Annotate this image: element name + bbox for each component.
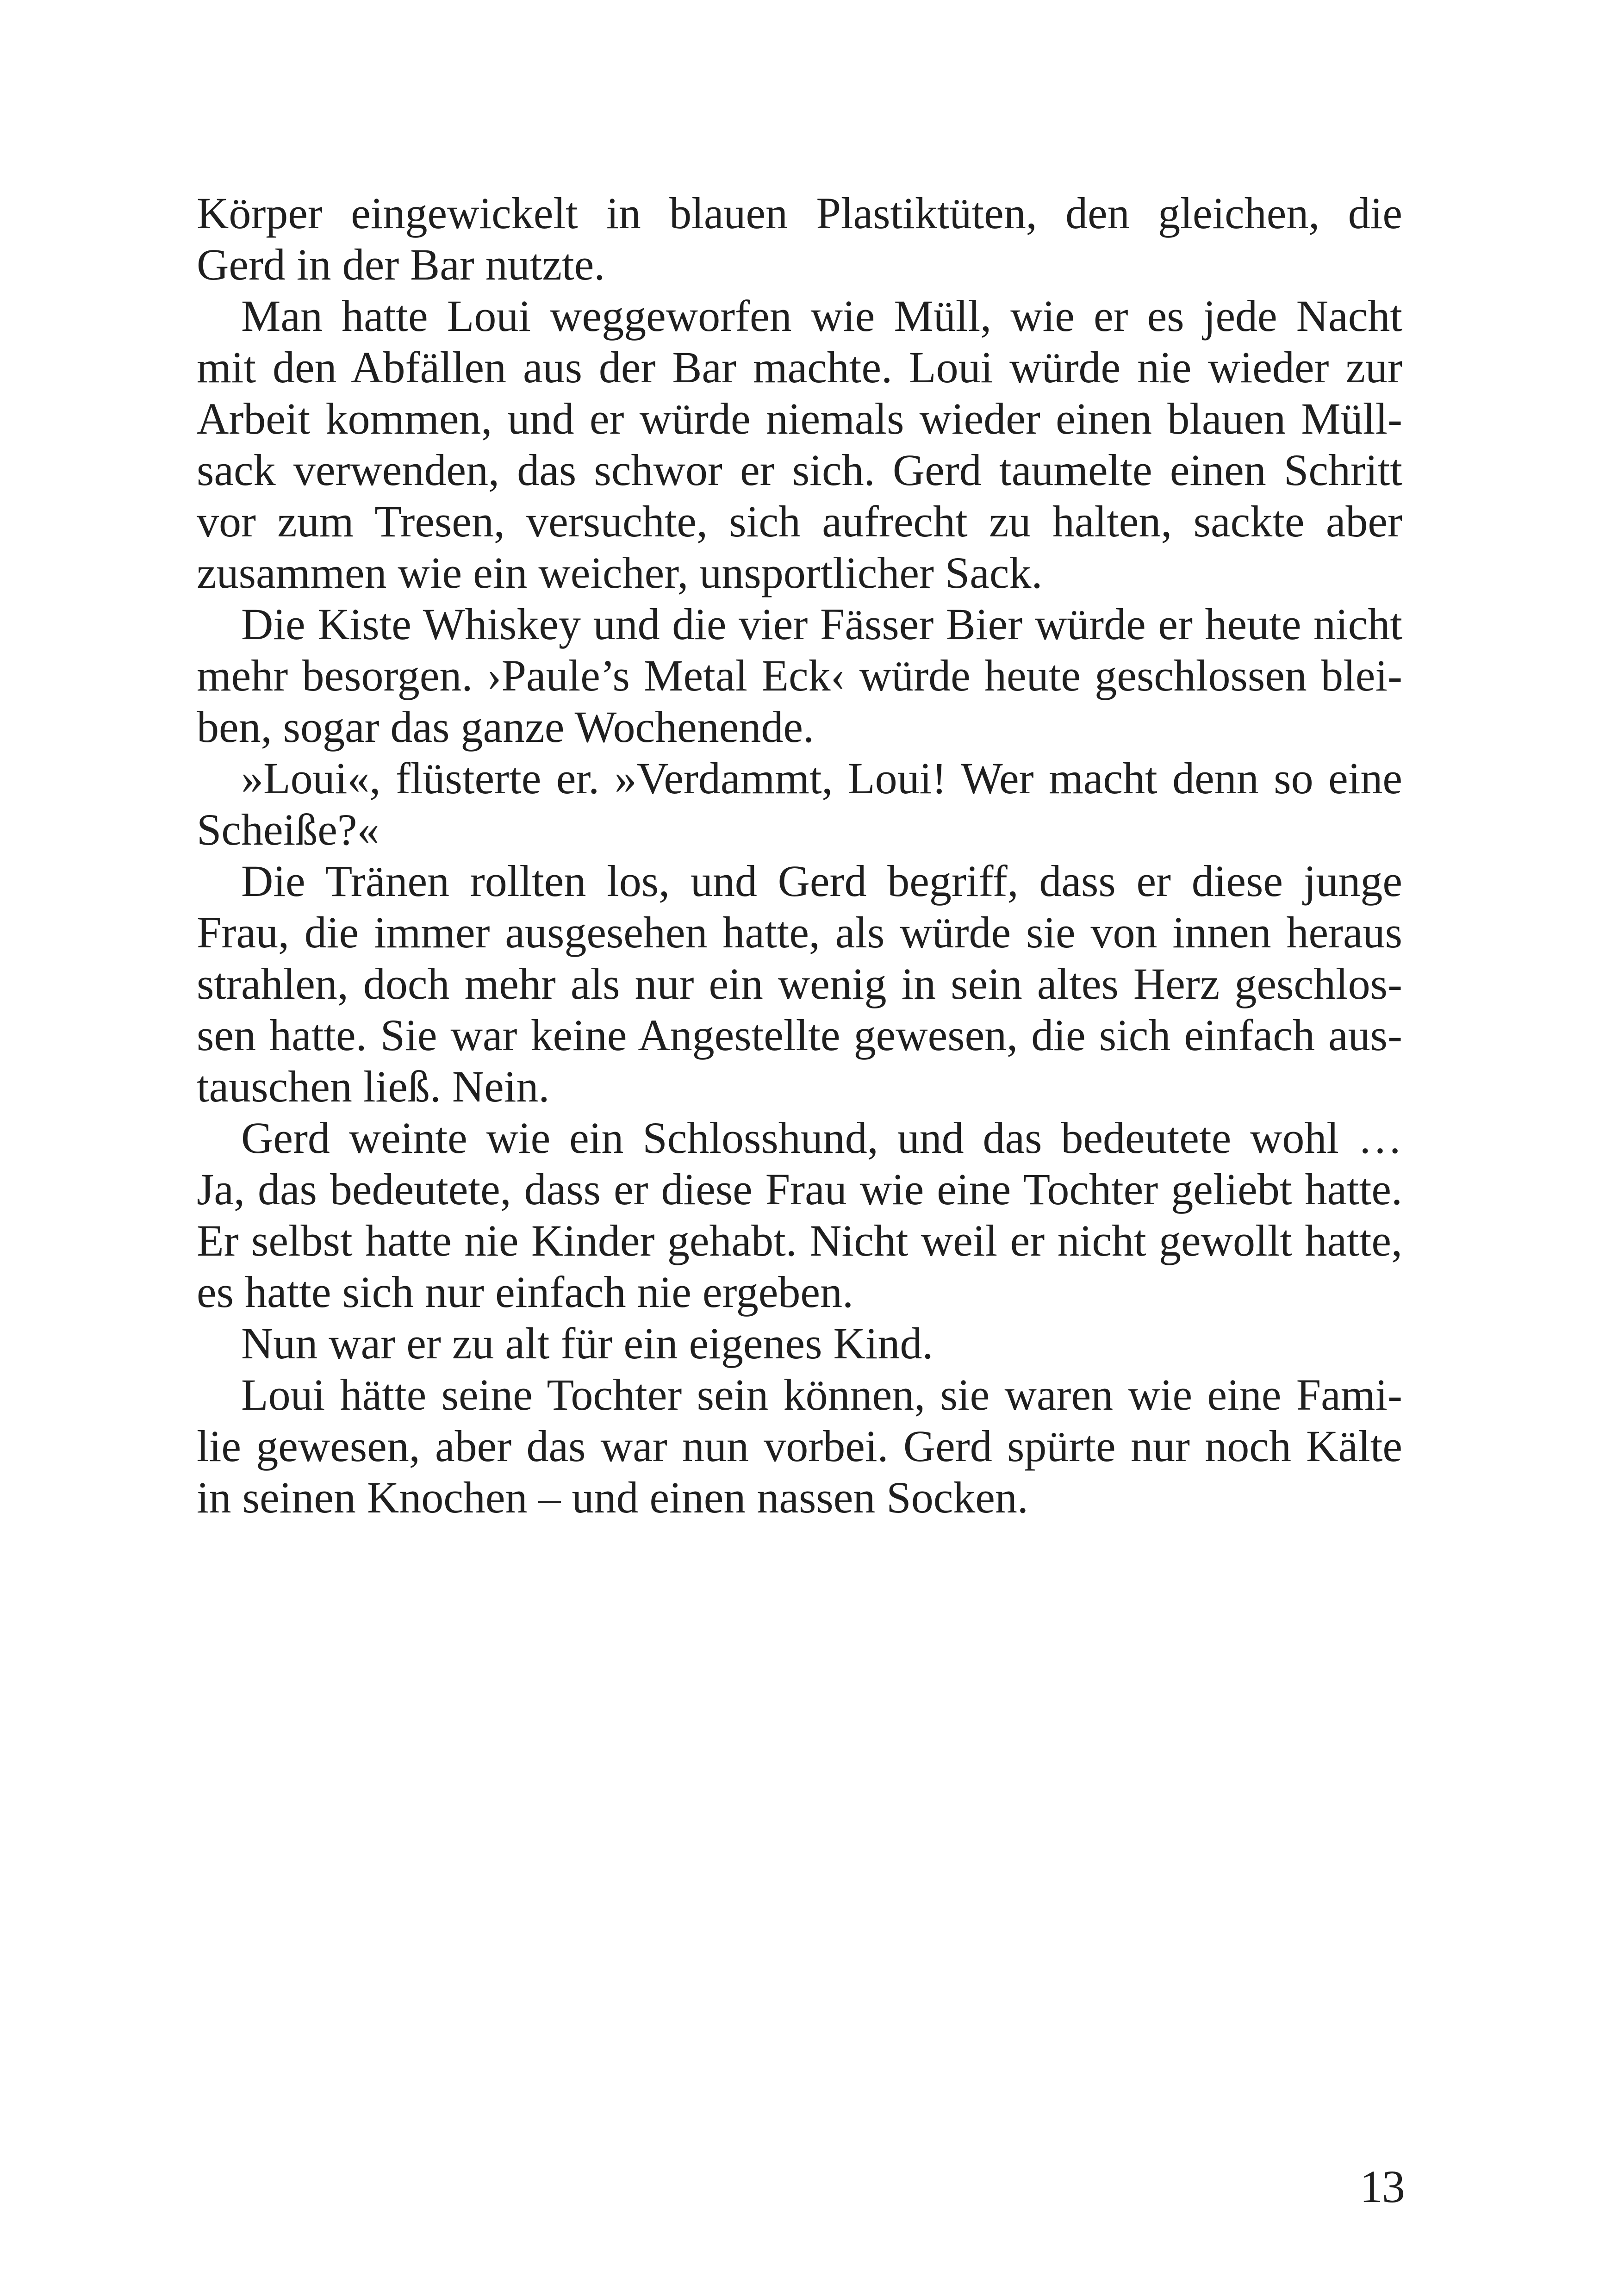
text-line: sack verwenden, das schwor er sich. Gerd taumelte einen Schritt <box>197 445 1402 495</box>
text-line: in seinen Knochen – und einen nassen Socken. <box>197 1473 1028 1522</box>
text-line: Gerd weinte wie ein Schlosshund, und das bedeutete wohl … <box>241 1113 1402 1163</box>
text-line: »Loui«, flüsterte er. »Verdammt, Loui! Wer macht denn so eine <box>241 753 1402 803</box>
text-line: ben, sogar das ganze Wochenende. <box>197 702 814 752</box>
text-line: zusammen wie ein weicher, unsportlicher Sack. <box>197 548 1043 597</box>
text-line: vor zum Tresen, versuchte, sich aufrecht zu halten, sackte aber <box>197 497 1402 546</box>
text-line: lie gewesen, aber das war nun vorbei. Gerd spürte nur noch Kälte <box>197 1421 1402 1471</box>
page-number: 13 <box>1360 2161 1404 2212</box>
text-line: Arbeit kommen, und er würde niemals wieder einen blauen Müll- <box>197 394 1402 443</box>
text-line: Gerd in der Bar nutzte. <box>197 240 605 289</box>
body-text <box>197 187 1402 1523</box>
text-line: es hatte sich nur einfach nie ergeben. <box>197 1267 853 1317</box>
text-line: tauschen ließ. Nein. <box>197 1062 550 1111</box>
text-line: Körper eingewickelt in blauen Plastiktüten, den gleichen, die <box>197 188 1402 238</box>
text-line: Die Kiste Whiskey und die vier Fässer Bier würde er heute nicht <box>241 599 1402 649</box>
text-line: mit den Abfällen aus der Bar machte. Loui würde nie wieder zur <box>197 342 1402 392</box>
text-line: sen hatte. Sie war keine Angestellte gewesen, die sich einfach aus- <box>197 1010 1402 1060</box>
text-line: Ja, das bedeutete, dass er diese Frau wie eine Tochter geliebt hatte. <box>197 1164 1402 1214</box>
text-line: Scheiße?« <box>197 805 380 854</box>
text-line: Er selbst hatte nie Kinder gehabt. Nicht weil er nicht gewollt hatte, <box>197 1216 1402 1265</box>
text-line: Die Tränen rollten los, und Gerd begriff, dass er diese junge <box>241 856 1402 906</box>
text-line: Man hatte Loui weggeworfen wie Müll, wie er es jede Nacht <box>241 291 1402 341</box>
text-line: Nun war er zu alt für ein eigenes Kind. <box>241 1319 933 1368</box>
text-line: strahlen, doch mehr als nur ein wenig in sein altes Herz geschlos- <box>197 959 1402 1008</box>
text-line: mehr besorgen. ›Paule’s Metal Eck‹ würde heute geschlossen blei- <box>197 651 1402 700</box>
text-line: Frau, die immer ausgesehen hatte, als würde sie von innen heraus <box>197 908 1402 957</box>
text-line: Loui hätte seine Tochter sein können, sie waren wie eine Fami- <box>241 1370 1402 1419</box>
